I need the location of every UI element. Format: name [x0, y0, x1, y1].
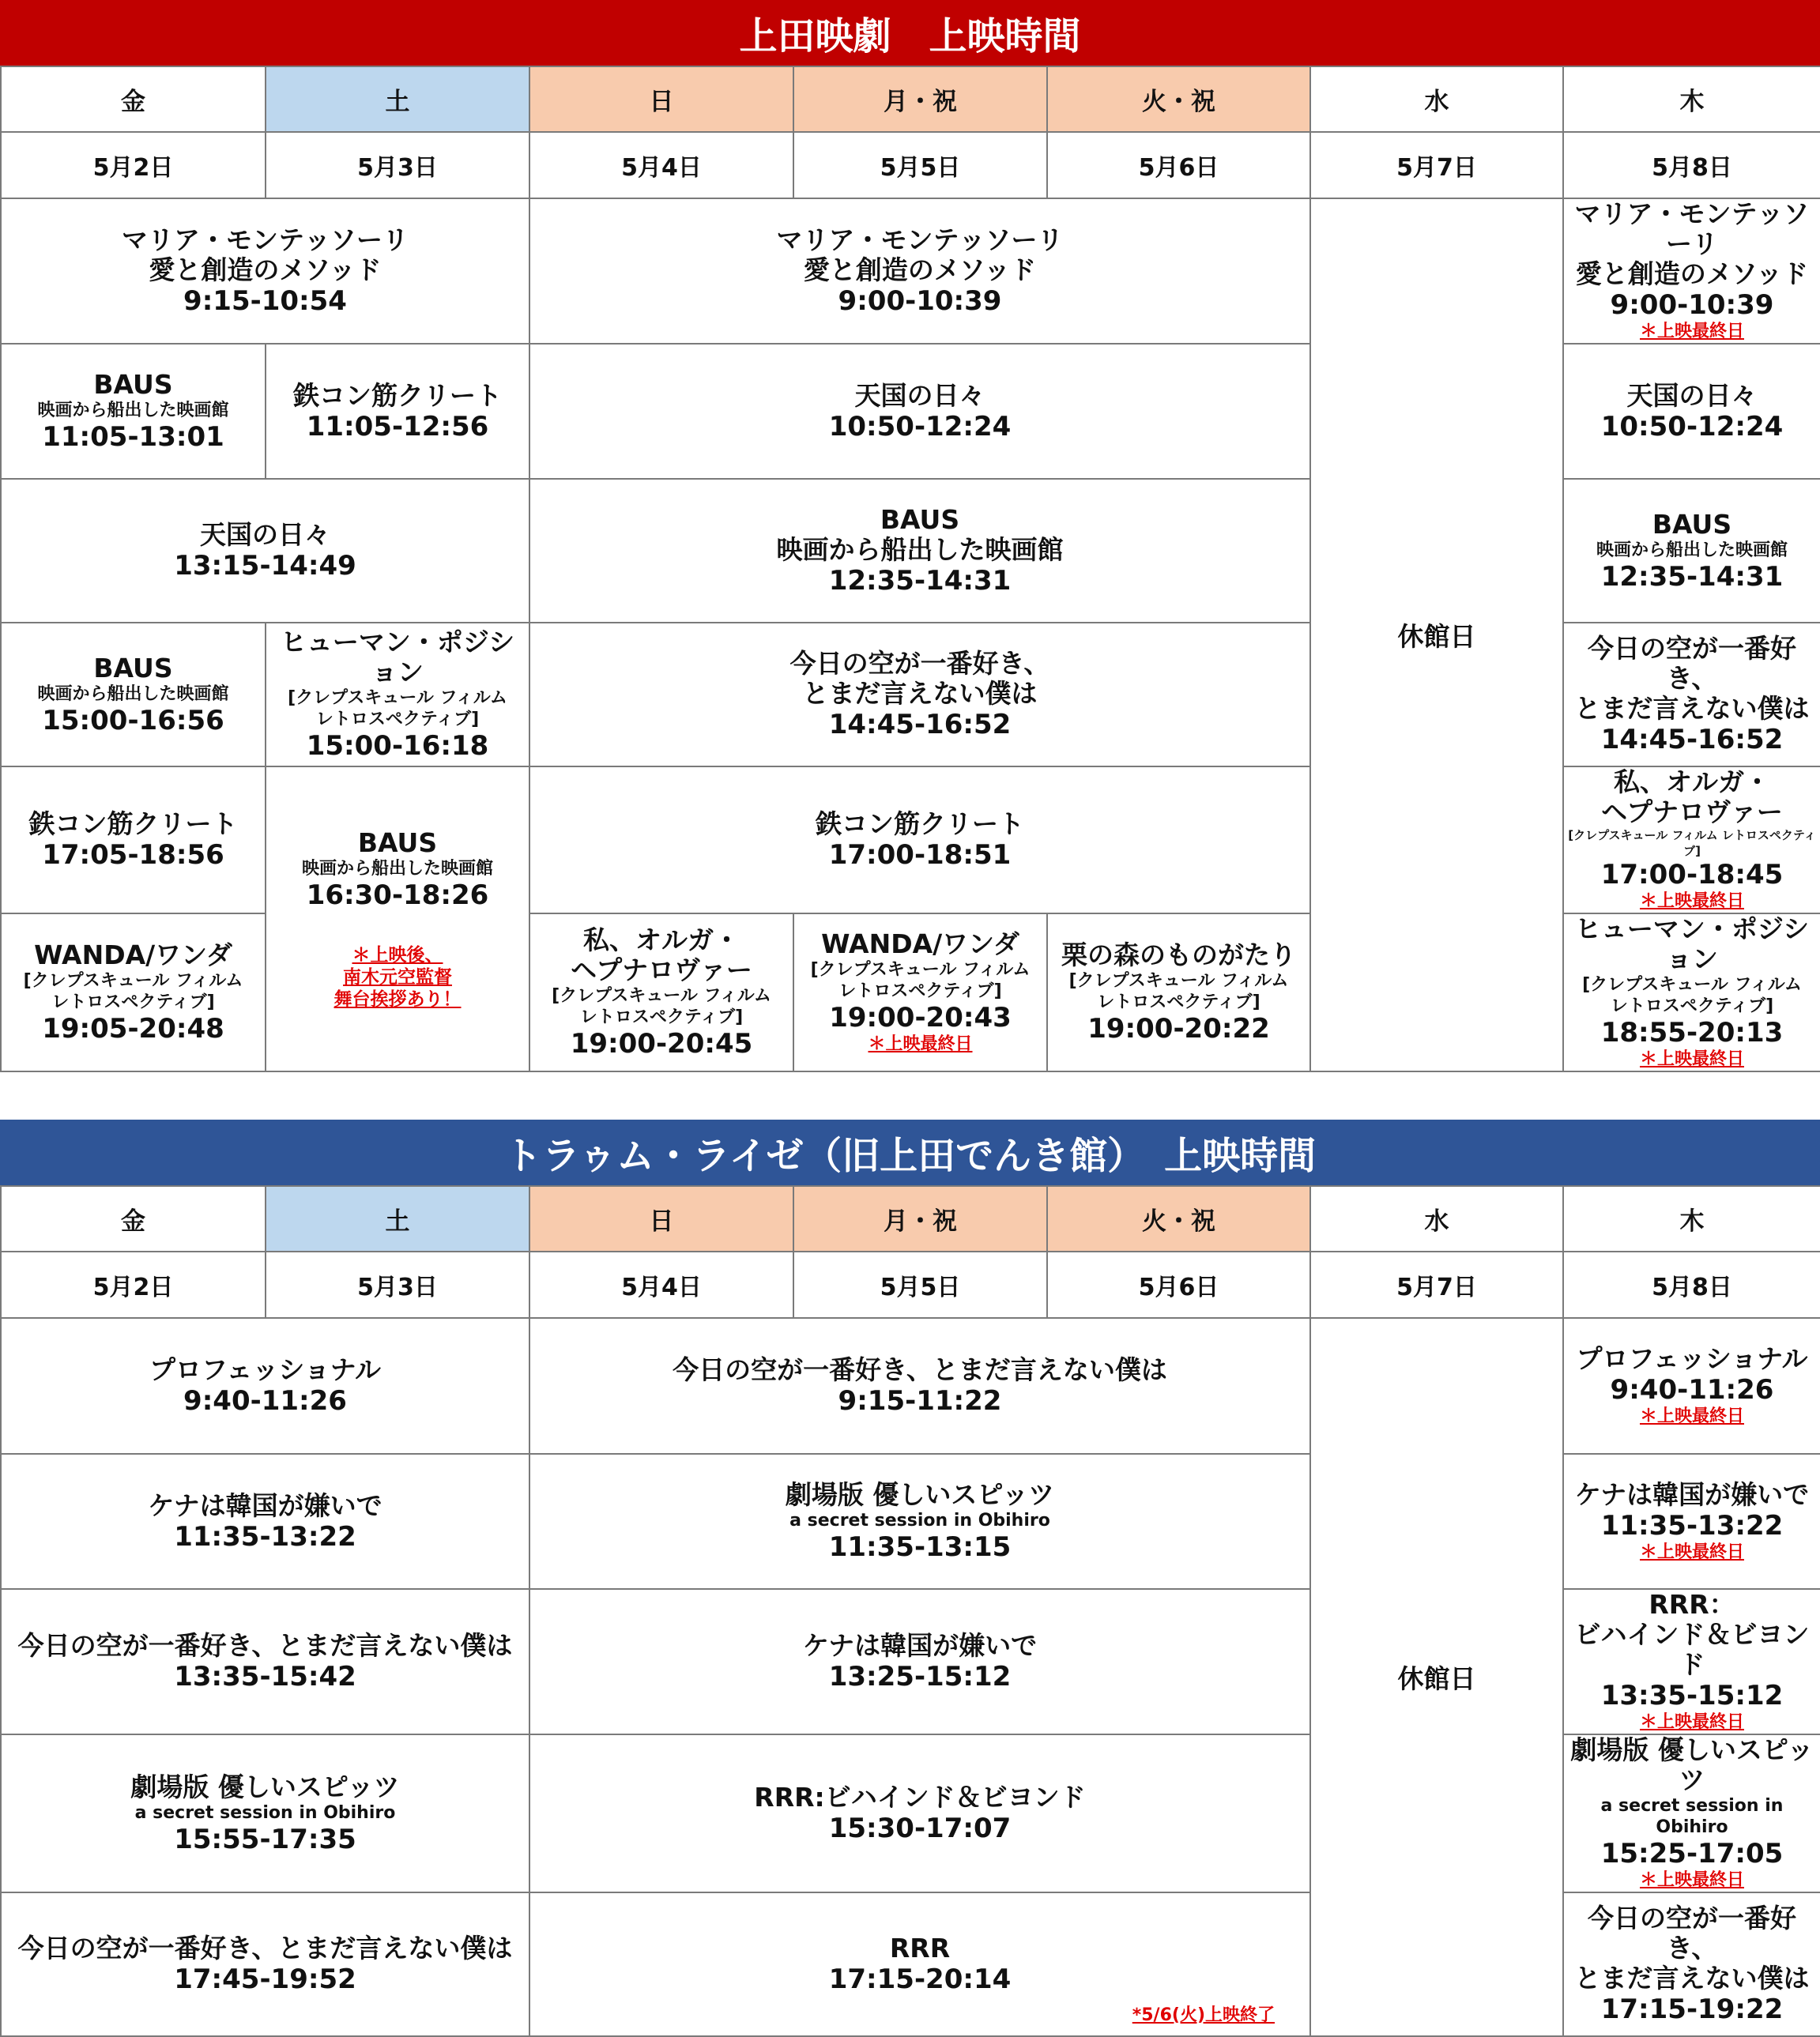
- weekday-cell: 火・祝: [1047, 66, 1310, 132]
- weekday-row: [1, 66, 1820, 132]
- film-subtitle: 映画から船出した映画館: [1596, 540, 1788, 560]
- screening-cell: [1563, 198, 1820, 344]
- showtime: 9:00-10:39: [1610, 289, 1774, 321]
- section-title: 上田映劇 上映時間: [739, 14, 1081, 58]
- film-subtitle: レトロスペクティブ]: [838, 981, 1002, 1001]
- final-screening-note: ＊上映最終日: [1639, 1542, 1744, 1562]
- film-subtitle: 映画から船出した映画館: [301, 858, 493, 879]
- stage-greeting-note: ＊上映後、: [352, 944, 443, 966]
- showtime: 13:35-15:12: [1600, 1680, 1784, 1711]
- showtime: 11:35-13:22: [174, 1520, 356, 1553]
- film-title: ヒューマン・ポジション: [1574, 913, 1810, 974]
- final-screening-note: ＊上映最終日: [1639, 322, 1744, 341]
- film-title: 愛と創造のメソッド: [149, 254, 382, 285]
- weekday-cell: 火・祝: [1047, 1186, 1310, 1252]
- showtime: 19:00-20:43: [829, 1002, 1012, 1034]
- screening-cell: [1, 623, 266, 766]
- showtime: 19:00-20:45: [570, 1028, 753, 1060]
- weekday-cell: 金: [1, 66, 266, 132]
- section-title: トラゥム・ライゼ（旧上田でんき館） 上映時間: [503, 1134, 1317, 1178]
- film-title: ケナは韓国が嫌いで: [148, 1489, 382, 1521]
- screening-cell: [1, 198, 529, 344]
- date-cell: 5月2日: [1, 1252, 266, 1318]
- showtime: 9:00-10:39: [838, 285, 1002, 317]
- film-title: プロフェッショナル: [149, 1354, 382, 1385]
- film-subtitle: [クレプスキュール フィルム: [288, 688, 507, 708]
- screening-cell: [1563, 623, 1820, 766]
- showtime: 13:25-15:12: [828, 1661, 1012, 1692]
- film-title: 今日の空が一番好き、とまだ言えない僕は: [17, 1933, 513, 1964]
- film-title: 劇場版 優しいスピッツ: [1570, 1734, 1814, 1795]
- film-title: 天国の日々: [1626, 379, 1758, 411]
- showtime: 19:00-20:22: [1087, 1013, 1270, 1045]
- film-title: ヒューマン・ポジション: [280, 627, 515, 687]
- film-title: BAUS: [880, 504, 960, 535]
- weekday-cell: 土: [266, 1186, 529, 1252]
- film-subtitle: レトロスペクティブ]: [579, 1007, 744, 1027]
- film-title: RRR:ビハインド＆ビヨンド: [754, 1782, 1086, 1813]
- film-title: マリア・モンテッソーリ: [122, 224, 409, 255]
- showtime: 14:45-16:52: [1600, 724, 1784, 755]
- film-subtitle: [クレプスキュール フィルム: [552, 986, 771, 1006]
- film-subtitle: [クレプスキュール フィルム レトロスペクティブ]: [1568, 828, 1816, 858]
- schedule-table: [0, 1185, 1820, 2037]
- showtime: 18:55-20:13: [1600, 1017, 1784, 1049]
- screening-cell: [1563, 1318, 1820, 1454]
- film-title: とまだ言えない僕は: [802, 678, 1038, 709]
- screening-cell: [1563, 479, 1820, 623]
- film-subtitle: レトロスペクティブ]: [1097, 992, 1260, 1012]
- film-title: 栗の森のものがたり: [1061, 939, 1296, 970]
- closed-day-cell: 休館日: [1310, 198, 1563, 1071]
- showtime: 15:30-17:07: [828, 1813, 1012, 1844]
- screening-cell: [1, 1892, 529, 2036]
- final-screening-note: ＊上映最終日: [868, 1034, 973, 1054]
- schedule-table: [0, 66, 1820, 1072]
- screening-cell: [1563, 913, 1820, 1071]
- showtime: 15:00-16:56: [42, 704, 224, 736]
- showtime: 15:55-17:35: [174, 1823, 356, 1855]
- showtime: 14:45-16:52: [828, 709, 1012, 740]
- film-subtitle: レトロスペクティブ]: [315, 710, 480, 729]
- film-subtitle: [クレプスキュール フィルム: [810, 960, 1031, 980]
- film-subtitle: a secret session in Obihiro: [134, 1802, 396, 1823]
- film-title: 今日の空が一番好き、: [1588, 1903, 1796, 1964]
- screening-cell: [529, 1892, 1310, 2036]
- showtime: 16:30-18:26: [306, 879, 489, 911]
- showtime: 13:35-15:42: [174, 1661, 356, 1692]
- showtime: 11:05-13:01: [42, 421, 224, 453]
- stage-greeting-note: 南木元空監督: [343, 966, 452, 988]
- film-title: とまだ言えない僕は: [1574, 693, 1810, 724]
- weekday-cell: 金: [1, 1186, 266, 1252]
- showtime: 11:35-13:22: [1600, 1509, 1784, 1542]
- film-title: マリア・モンテッソーリ: [1574, 198, 1810, 259]
- final-screening-note: ＊上映最終日: [1639, 1870, 1744, 1890]
- screening-cell: [1, 1454, 529, 1589]
- showtime: 12:35-14:31: [1600, 560, 1784, 593]
- film-title: ケナは韓国が嫌いで: [1574, 1478, 1810, 1510]
- final-screening-note: ＊上映最終日: [1639, 1049, 1744, 1069]
- showtime: 11:05-12:56: [306, 410, 489, 442]
- section-title-banner: [0, 1120, 1820, 1185]
- screening-cell: [266, 623, 529, 766]
- screening-cell: [529, 344, 1310, 479]
- film-title: 映画から船出した映画館: [776, 534, 1064, 565]
- date-row: [1, 1252, 1820, 1318]
- date-cell: 5月6日: [1047, 132, 1310, 198]
- film-subtitle: 映画から船出した映画館: [37, 401, 229, 420]
- film-title: 今日の空が一番好き、とまだ言えない僕は: [673, 1354, 1167, 1385]
- screening-ended-note: *5/6(火)上映終了: [1132, 2005, 1275, 2025]
- weekday-cell: 水: [1310, 66, 1563, 132]
- showtime: 11:35-13:15: [828, 1531, 1012, 1563]
- date-cell: 5月2日: [1, 132, 266, 198]
- film-title: マリア・モンテッソーリ: [776, 224, 1064, 255]
- screening-cell: [529, 1454, 1310, 1589]
- showtime: 17:05-18:56: [42, 839, 224, 871]
- date-cell: 5月4日: [529, 132, 793, 198]
- screening-cell: [529, 623, 1310, 766]
- film-title: RRR: [889, 1933, 951, 1964]
- film-title: 私、オルガ・: [1614, 766, 1770, 797]
- film-title: 天国の日々: [200, 519, 330, 550]
- film-subtitle: レトロスペクティブ]: [1610, 996, 1774, 1016]
- film-title: ビハインド＆ビヨンド: [1574, 1619, 1810, 1680]
- weekday-cell: 月・祝: [793, 66, 1047, 132]
- showtime: 19:05-20:48: [42, 1013, 224, 1045]
- film-title: プロフェッショナル: [1576, 1343, 1808, 1374]
- showtime: 17:00-18:45: [1600, 859, 1784, 890]
- showtime: 13:15-14:49: [174, 550, 356, 582]
- film-title: 鉄コン筋クリート: [293, 379, 502, 411]
- screening-cell: [529, 1589, 1310, 1734]
- film-title: 今日の空が一番好き、とまだ言えない僕は: [17, 1630, 513, 1661]
- film-title: ヘプナロヴァー: [571, 954, 752, 985]
- screening-cell: [1, 1589, 529, 1734]
- screening-cell: [529, 1734, 1310, 1892]
- showtime: 12:35-14:31: [828, 565, 1012, 597]
- final-screening-note: ＊上映最終日: [1639, 1406, 1744, 1426]
- date-cell: 5月3日: [266, 1252, 529, 1318]
- date-cell: 5月5日: [793, 132, 1047, 198]
- film-title: 鉄コン筋クリート: [816, 808, 1024, 839]
- screening-cell: [793, 913, 1047, 1071]
- showtime: 17:45-19:52: [174, 1964, 356, 1995]
- showtime: 17:00-18:51: [828, 839, 1012, 871]
- showtime: 17:15-19:22: [1600, 1994, 1784, 2025]
- film-title: BAUS: [93, 369, 173, 400]
- film-title: ケナは韓国が嫌いで: [802, 1630, 1038, 1661]
- showtime: 15:25-17:05: [1600, 1838, 1784, 1869]
- screening-cell: [1563, 1454, 1820, 1589]
- showtime: 15:00-16:18: [306, 730, 489, 762]
- screening-cell: [529, 1318, 1310, 1454]
- showtime: 9:15-11:22: [838, 1385, 1002, 1417]
- screening-cell: [529, 198, 1310, 344]
- screening-cell: [1563, 344, 1820, 479]
- screening-cell: [1563, 1892, 1820, 2036]
- final-screening-note: ＊上映最終日: [1639, 891, 1744, 911]
- screening-cell: [1563, 1589, 1820, 1734]
- film-title: 愛と創造のメソッド: [1575, 258, 1809, 289]
- showtime: 10:50-12:24: [1600, 410, 1784, 442]
- screening-cell: [529, 913, 793, 1071]
- film-title: BAUS: [93, 652, 173, 683]
- weekday-cell: 日: [529, 1186, 793, 1252]
- film-title: 鉄コン筋クリート: [28, 808, 238, 839]
- screening-row: [1, 1318, 1820, 1454]
- film-subtitle: レトロスペクティブ]: [51, 992, 215, 1012]
- screening-cell: [1563, 766, 1820, 913]
- film-subtitle: 映画から船出した映画館: [37, 683, 229, 704]
- screening-cell: [1, 344, 266, 479]
- date-cell: 5月8日: [1563, 1252, 1820, 1318]
- screening-cell: [266, 344, 529, 479]
- screening-cell: [529, 766, 1310, 913]
- film-title: WANDA/ワンダ: [34, 939, 232, 970]
- film-title: ヘプナロヴァー: [1601, 796, 1783, 827]
- date-row: [1, 132, 1820, 198]
- date-cell: 5月3日: [266, 132, 529, 198]
- weekday-cell: 木: [1563, 1186, 1820, 1252]
- screening-cell: [1047, 913, 1310, 1071]
- screening-cell: [1563, 1734, 1820, 1892]
- showtime: 9:40-11:26: [1610, 1374, 1774, 1406]
- film-subtitle: [クレプスキュール フィルム: [23, 971, 243, 991]
- showtime: 17:15-20:14: [828, 1964, 1012, 1995]
- screening-cell: [1, 1318, 529, 1454]
- film-title: とまだ言えない僕は: [1574, 1963, 1810, 1994]
- stage-greeting-note: 舞台挨拶あり！: [333, 988, 462, 1010]
- film-subtitle: [クレプスキュール フィルム: [1068, 971, 1289, 991]
- weekday-cell: 木: [1563, 66, 1820, 132]
- screening-cell: [529, 479, 1310, 623]
- screening-cell: [266, 766, 529, 1071]
- weekday-cell: 月・祝: [793, 1186, 1047, 1252]
- film-title: 天国の日々: [854, 379, 985, 411]
- weekday-row: [1, 1186, 1820, 1252]
- film-title: 愛と創造のメソッド: [803, 254, 1037, 285]
- film-title: 劇場版 優しいスピッツ: [130, 1771, 400, 1802]
- showtime: 9:15-10:54: [183, 285, 347, 317]
- section-title-banner: [0, 0, 1820, 66]
- film-title: 劇場版 優しいスピッツ: [785, 1479, 1055, 1510]
- final-screening-note: ＊上映最終日: [1639, 1712, 1744, 1732]
- date-cell: 5月7日: [1310, 1252, 1563, 1318]
- weekday-cell: 水: [1310, 1186, 1563, 1252]
- date-cell: 5月4日: [529, 1252, 793, 1318]
- film-title: WANDA/ワンダ: [821, 928, 1019, 959]
- film-title: 私、オルガ・: [583, 924, 740, 955]
- film-subtitle: [クレプスキュール フィルム: [1582, 975, 1802, 995]
- date-cell: 5月6日: [1047, 1252, 1310, 1318]
- film-title: 今日の空が一番好き、: [1588, 633, 1796, 694]
- screening-cell: [1, 1734, 529, 1892]
- film-title: 今日の空が一番好き、: [789, 648, 1050, 679]
- screening-cell: [1, 913, 266, 1071]
- showtime: 10:50-12:24: [828, 410, 1012, 442]
- film-subtitle: a secret session in Obihiro: [1600, 1796, 1784, 1837]
- screening-cell: [1, 766, 266, 913]
- screening-cell: [1, 479, 529, 623]
- date-cell: 5月5日: [793, 1252, 1047, 1318]
- date-cell: 5月7日: [1310, 132, 1563, 198]
- showtime: 9:40-11:26: [183, 1385, 347, 1417]
- film-title: BAUS: [1652, 508, 1732, 540]
- closed-day-cell: 休館日: [1310, 1318, 1563, 2036]
- screening-row: [1, 198, 1820, 344]
- weekday-cell: 土: [266, 66, 529, 132]
- weekday-cell: 日: [529, 66, 793, 132]
- film-subtitle: a secret session in Obihiro: [789, 1511, 1050, 1531]
- date-cell: 5月8日: [1563, 132, 1820, 198]
- film-title: RRR：: [1649, 1589, 1735, 1620]
- film-title: BAUS: [357, 826, 438, 858]
